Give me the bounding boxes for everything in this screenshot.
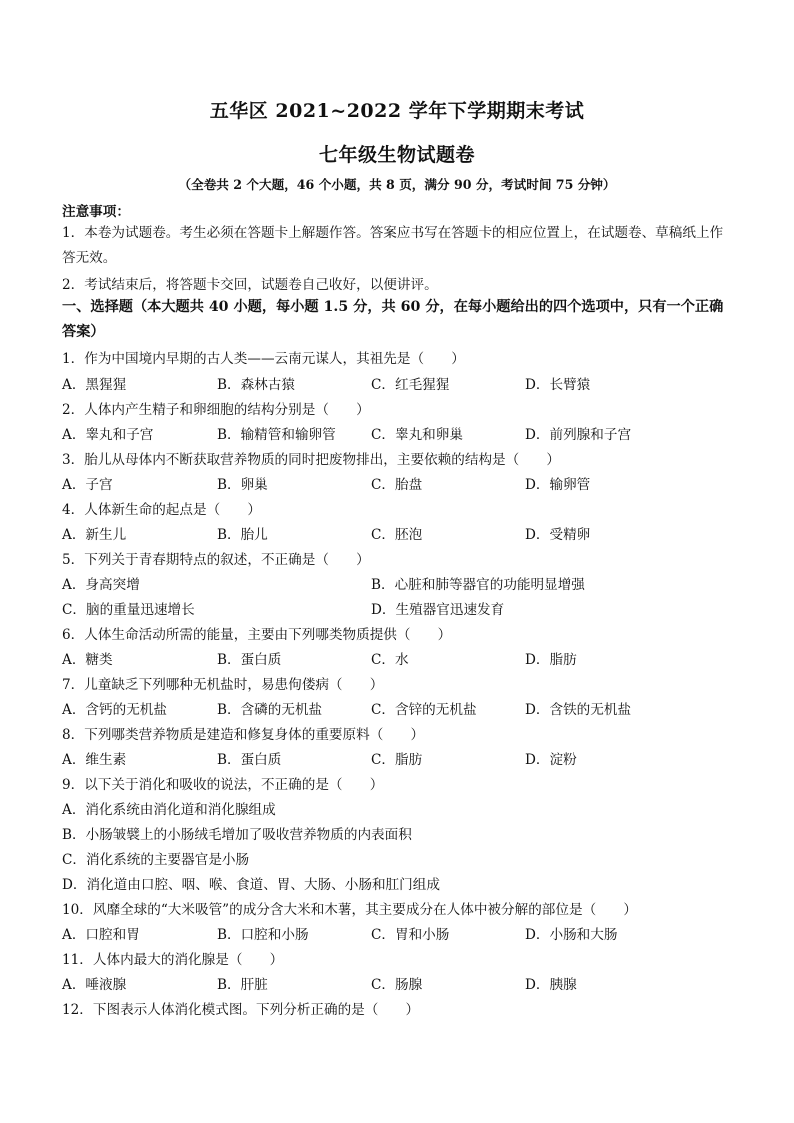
question-stem: 1．作为中国境内早期的古人类——云南元谋人，其祖先是（ ） xyxy=(62,351,465,367)
question-stem: 10．风靡全球的“大米吸管”的成分含大米和木薯，其主要成分在人体中被分解的部位是（ ） xyxy=(62,902,637,918)
question-stem: 3．胎儿从母体内不断获取营养物质的同时把废物排出，主要依赖的结构是（ ） xyxy=(62,452,561,468)
option: B．森林古猿 xyxy=(217,377,295,393)
option: D．淀粉 xyxy=(525,752,577,768)
option: B．心脏和肺等器官的功能明显增强 xyxy=(371,577,585,593)
notice-item: 1．本卷为试题卷。考生必须在答题卡上解题作答。答案应书写在答题卡的相应位置上，在试题卷、草稿纸上作答无效。 xyxy=(62,225,724,266)
option: A．糖类 xyxy=(62,652,113,668)
option: D．前列腺和子宫 xyxy=(525,427,632,443)
option: A．子宫 xyxy=(62,477,113,493)
option: A．唾液腺 xyxy=(62,977,127,993)
option: D．生殖器官迅速发育 xyxy=(371,602,505,618)
option: B．蛋白质 xyxy=(217,652,282,668)
option: C．肠腺 xyxy=(371,977,423,993)
question-stem: 8．下列哪类营养物质是建造和修复身体的重要原料（ ） xyxy=(62,727,425,743)
question-stem: 6．人体生命活动所需的能量，主要由下列哪类物质提供（ ） xyxy=(62,627,452,643)
option: B．胎儿 xyxy=(217,527,268,543)
question-stem: 7．儿童缺乏下列哪种无机盐时，易患佝偻病（ ） xyxy=(62,677,384,693)
option: C．胃和小肠 xyxy=(371,927,450,943)
exam-title: 五华区 2021~2022 学年下学期期末考试 xyxy=(209,100,585,122)
question-stem: 2．人体内产生精子和卵细胞的结构分别是（ ） xyxy=(62,402,370,418)
option: A．维生素 xyxy=(62,752,127,768)
option: B．口腔和小肠 xyxy=(217,927,309,943)
question-stem: 11．人体内最大的消化腺是（ ） xyxy=(62,952,284,968)
option: A．身高突增 xyxy=(62,577,140,593)
option: D．含铁的无机盐 xyxy=(525,702,632,718)
notice-heading: 注意事项： xyxy=(62,204,130,220)
option: D．小肠和大肠 xyxy=(525,927,618,943)
option: D．长臂猿 xyxy=(525,377,591,393)
option: C．胎盘 xyxy=(371,477,423,493)
option: B．含磷的无机盐 xyxy=(217,702,323,718)
option: D．胰腺 xyxy=(525,977,577,993)
option: D．输卵管 xyxy=(525,477,591,493)
exam-info: （全卷共 2 个大题，46 个小题，共 8 页，满分 90 分，考试时间 75 分钟） xyxy=(178,177,616,192)
option: C．胚泡 xyxy=(371,527,423,543)
option: A．含钙的无机盐 xyxy=(62,702,167,718)
option: A．口腔和胃 xyxy=(62,927,140,943)
option: B．卵巢 xyxy=(217,477,268,493)
question-stem: 12．下图表示人体消化模式图。下列分析正确的是（ ） xyxy=(62,1002,420,1018)
exam-subtitle: 七年级生物试题卷 xyxy=(318,144,475,166)
option: B．小肠皱襞上的小肠绒毛增加了吸收营养物质的内表面积 xyxy=(62,827,412,843)
question-stem: 9．以下关于消化和吸收的说法，不正确的是（ ） xyxy=(62,777,384,793)
option: D．脂肪 xyxy=(525,652,577,668)
option: C．红毛猩猩 xyxy=(371,377,450,393)
option: C．脑的重量迅速增长 xyxy=(62,602,195,618)
option: C．消化系统的主要器官是小肠 xyxy=(62,852,250,868)
option: D．受精卵 xyxy=(525,527,591,543)
question-stem: 4．人体新生命的起点是（ ） xyxy=(62,502,261,518)
option: C．含锌的无机盐 xyxy=(371,702,477,718)
option: B．输精管和输卵管 xyxy=(217,427,336,443)
option: A．新生儿 xyxy=(62,527,127,543)
option: C．脂肪 xyxy=(371,752,423,768)
option: B．蛋白质 xyxy=(217,752,282,768)
option: C．睾丸和卵巢 xyxy=(371,427,463,443)
section-heading: 一、选择题（本大题共 40 小题，每小题 1.5 分，共 60 分，在每小题给出的四个选项中，只有一个正确答案） xyxy=(62,299,724,340)
option: A．黑猩猩 xyxy=(62,377,127,393)
option: A．睾丸和子宫 xyxy=(62,427,154,443)
option: A．消化系统由消化道和消化腺组成 xyxy=(62,802,276,818)
option: D．消化道由口腔、咽、喉、食道、胃、大肠、小肠和肛门组成 xyxy=(62,877,440,893)
option: C．水 xyxy=(371,652,409,668)
option: B．肝脏 xyxy=(217,977,268,993)
notice-item: 2．考试结束后，将答题卡交回，试题卷自己收好，以便讲评。 xyxy=(62,277,438,293)
question-stem: 5．下列关于青春期特点的叙述，不正确是（ ） xyxy=(62,552,370,568)
